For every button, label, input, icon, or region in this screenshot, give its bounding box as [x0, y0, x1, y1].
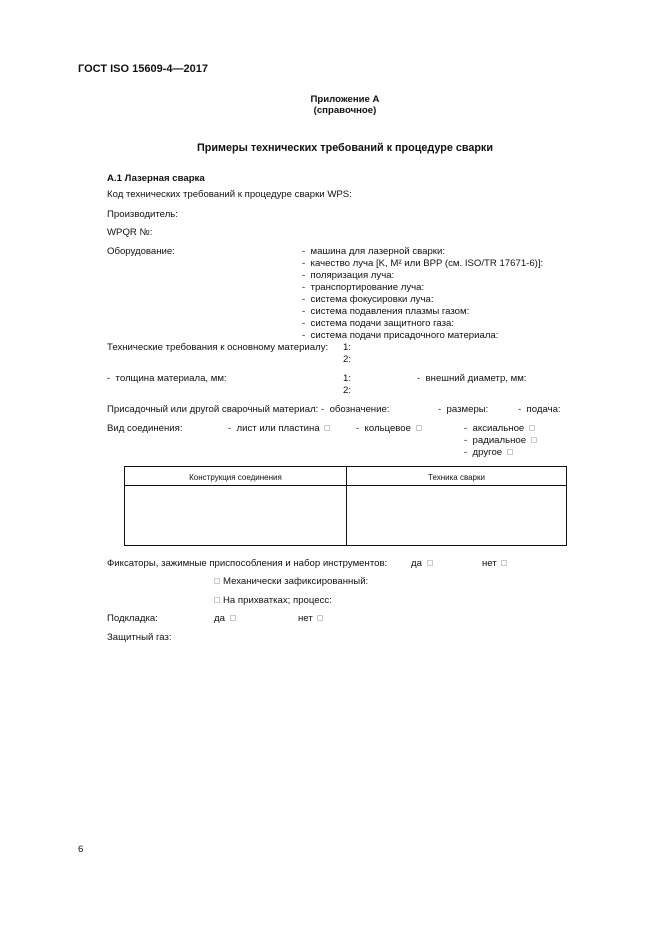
table-header-divider: [125, 485, 566, 486]
outer-diameter-label: - внешний диаметр, мм:: [417, 373, 527, 384]
filler-feed: - подача:: [518, 404, 561, 415]
joint-option-radial[interactable]: - радиальное: [464, 436, 537, 446]
checkbox-icon[interactable]: [230, 615, 236, 621]
table-header-joint-design: Конструкция соединения: [189, 473, 282, 482]
appendix-heading: Примеры технических требований к процедуре сварки: [197, 142, 493, 154]
shield-gas-label: Защитный газ:: [107, 632, 172, 643]
equipment-item: - система подачи присадочного материала:: [302, 330, 499, 341]
equipment-item: - транспортирование луча:: [302, 282, 425, 293]
checkbox-icon[interactable]: [324, 425, 330, 431]
equipment-label: Оборудование:: [107, 246, 175, 257]
wpqr-label: WPQR №:: [107, 227, 153, 238]
joint-label: Вид соединения:: [107, 423, 183, 434]
manufacturer-label: Производитель:: [107, 209, 178, 220]
thickness-2: 2:: [343, 385, 352, 396]
base-material-label: Технические требования к основному материалу:: [107, 342, 329, 353]
base-material-2: 2:: [343, 354, 352, 365]
fixtures-label: Фиксаторы, зажимные приспособления и набор инструментов:: [107, 558, 388, 569]
document-header: ГОСТ ISO 15609-4—2017: [78, 63, 208, 75]
joint-option-axial[interactable]: - аксиальное: [464, 424, 535, 434]
equipment-item: - система фокусировки луча:: [302, 294, 434, 305]
filler-label: Присадочный или другой сварочный материал: - обозначение:: [107, 404, 390, 415]
base-material-1: 1:: [343, 342, 352, 353]
appendix-subtitle: (справочное): [313, 105, 377, 116]
equipment-item: - поляризация луча:: [302, 270, 395, 281]
joint-option-sheet[interactable]: - лист или пластина: [228, 424, 330, 434]
fixtures-mechanical[interactable]: Механически зафиксированный:: [214, 577, 368, 587]
equipment-item: - система подавления плазмы газом:: [302, 306, 470, 317]
wps-code-label: Код технических требований к процедуре сварки WPS:: [107, 189, 352, 200]
checkbox-icon[interactable]: [317, 615, 323, 621]
thickness-1: 1:: [343, 373, 352, 384]
checkbox-icon[interactable]: [501, 560, 507, 566]
equipment-item: - машина для лазерной сварки:: [302, 246, 446, 257]
thickness-label: - толщина материала, мм:: [107, 373, 227, 384]
fixtures-tack[interactable]: На прихватках; процесс:: [214, 596, 332, 606]
checkbox-icon[interactable]: [416, 425, 422, 431]
checkbox-icon[interactable]: [214, 597, 220, 603]
backing-no[interactable]: нет: [298, 614, 323, 624]
checkbox-icon[interactable]: [529, 425, 535, 431]
fixtures-yes[interactable]: да: [411, 559, 433, 569]
joint-option-ring[interactable]: - кольцевое: [356, 424, 422, 434]
checkbox-icon[interactable]: [214, 578, 220, 584]
backing-yes[interactable]: да: [214, 614, 236, 624]
checkbox-icon[interactable]: [427, 560, 433, 566]
fixtures-no[interactable]: нет: [482, 559, 507, 569]
equipment-item: - качество луча [K, M² или BPP (см. ISO/TR 17671-6)]:: [302, 258, 544, 269]
section-title: А.1 Лазерная сварка: [107, 173, 205, 184]
equipment-item: - система подачи защитного газа:: [302, 318, 455, 329]
checkbox-icon[interactable]: [507, 449, 513, 455]
filler-sizes: - размеры:: [438, 404, 489, 415]
joint-design-table: [124, 466, 567, 546]
joint-option-other[interactable]: - другое: [464, 448, 513, 458]
table-header-welding-technique: Техника сварки: [428, 473, 485, 482]
checkbox-icon[interactable]: [531, 437, 537, 443]
backing-label: Подкладка:: [107, 613, 158, 624]
page-number: 6: [78, 844, 84, 855]
appendix-title: Приложение А: [310, 94, 380, 105]
